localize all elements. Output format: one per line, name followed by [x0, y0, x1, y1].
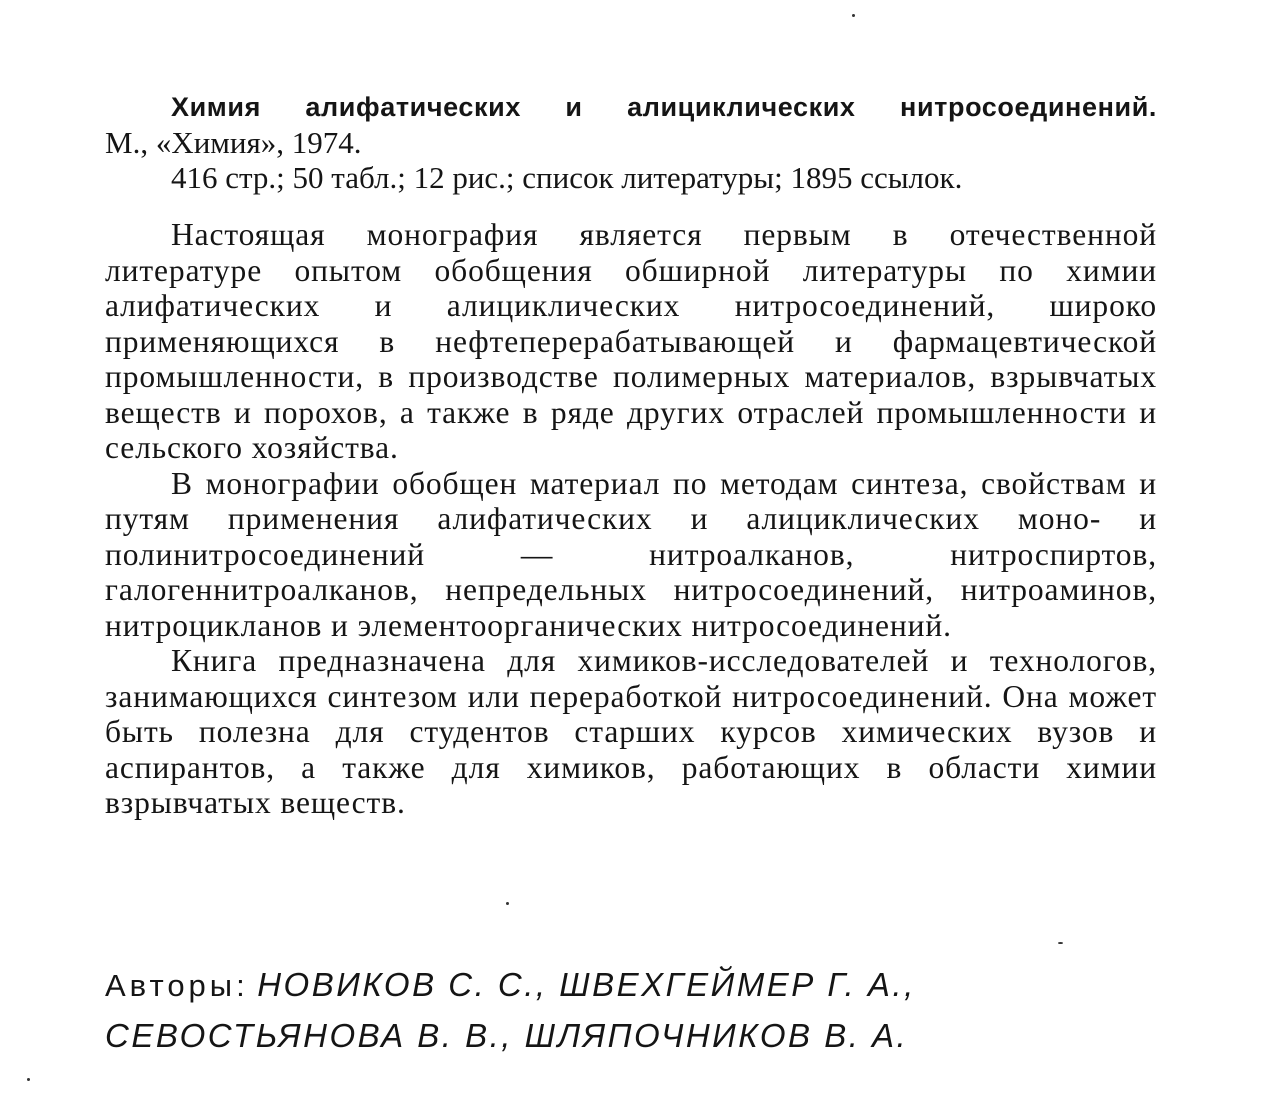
print-speck — [506, 902, 509, 905]
annotation-paragraph-2: В монографии обобщен материал по методам синтеза, свойствам и путям применения алифатических и алициклических моно- и полинитросоединений — нитроалканов, нитроспиртов, галогеннитроалканов, непредельных нитросоединений, нитроаминов, нитроцикланов и элементоорганических нитросоединений. — [105, 465, 1157, 643]
book-imprint: М., «Химия», 1974. — [105, 125, 362, 160]
authors-line-1 — [105, 960, 1105, 1011]
print-speck — [27, 1078, 30, 1081]
authors-names-1: НОВИКОВ С. С., ШВЕХГЕЙМЕР Г. А., — [257, 966, 916, 1003]
annotation-paragraph-3: Книга предназначена для химиков-исследователей и технологов, занимающихся синтезом или переработкой нитросоединений. Она может быть полезна для студентов старших курсов химических вузов и аспирантов, а также для химиков, работающих в области химии взрывчатых веществ. — [105, 643, 1157, 820]
annotation-page — [105, 88, 1157, 821]
authors-label: Авторы: — [105, 968, 249, 1003]
authors-line-2 — [105, 1011, 1105, 1062]
book-title-line — [105, 88, 1157, 125]
print-speck — [852, 14, 855, 17]
annotation-paragraph-1: Настоящая монография является первым в отечественной литературе опытом обобщения обширной литературы по химии алифатических и алициклических нитросоединений, широко применяющихся в нефтеперерабатывающей и фармацевтической промышленности, в производстве полимерных материалов, взрывчатых веществ и порохов, а также в ряде других отраслей промышленности и сельского хозяйства. — [105, 217, 1157, 465]
book-stats: 416 стр.; 50 табл.; 12 рис.; список литературы; 1895 ссылок. — [171, 160, 963, 195]
authors-block — [105, 960, 1105, 1062]
authors-names-2: СЕВОСТЬЯНОВА В. В., ШЛЯПОЧНИКОВ В. А. — [105, 1017, 909, 1054]
book-title: Химия алифатических и алициклических нитросоединений. — [171, 92, 1157, 122]
print-speck — [1058, 942, 1063, 944]
